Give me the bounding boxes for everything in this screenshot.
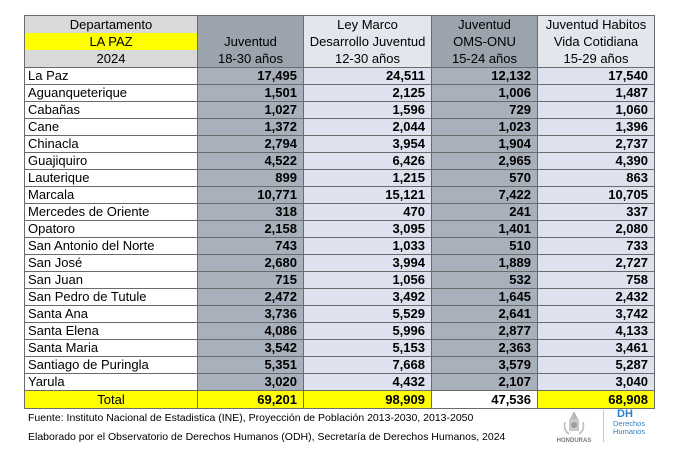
table-row (25, 221, 655, 238)
table-row (25, 153, 655, 170)
total-cell: 68,908 (538, 391, 655, 409)
header-row (25, 16, 655, 68)
table-row (25, 170, 655, 187)
value-cell: 7,668 (304, 357, 432, 374)
value-cell: 3,461 (538, 340, 655, 357)
value-cell: 1,596 (304, 102, 432, 119)
municipality-name: San José (25, 255, 198, 272)
value-cell: 337 (538, 204, 655, 221)
municipality-name: Marcala (25, 187, 198, 204)
value-cell: 1,401 (432, 221, 538, 238)
department-label: Departamento (69, 17, 153, 32)
value-cell: 1,056 (304, 272, 432, 289)
value-cell: 4,432 (304, 374, 432, 391)
table-row (25, 374, 655, 391)
value-cell: 1,027 (198, 102, 304, 119)
value-cell: 5,287 (538, 357, 655, 374)
municipality-name: Opatoro (25, 221, 198, 238)
header-col-habitos (538, 16, 655, 68)
total-label: Total (25, 391, 198, 409)
value-cell: 7,422 (432, 187, 538, 204)
value-cell: 470 (304, 204, 432, 221)
value-cell: 3,095 (304, 221, 432, 238)
table-row (25, 272, 655, 289)
value-cell: 17,495 (198, 68, 304, 85)
value-cell: 5,529 (304, 306, 432, 323)
value-cell: 2,680 (198, 255, 304, 272)
value-cell: 3,954 (304, 136, 432, 153)
header-col-line3: 18-30 años (217, 51, 284, 66)
table-row (25, 323, 655, 340)
value-cell: 3,579 (432, 357, 538, 374)
table-row (25, 119, 655, 136)
value-cell: 715 (198, 272, 304, 289)
header-col-line3: 15-24 años (451, 51, 518, 66)
header-department-cell (25, 16, 198, 68)
municipality-name: Cane (25, 119, 198, 136)
value-cell: 3,994 (304, 255, 432, 272)
table-row (25, 306, 655, 323)
logos (555, 404, 680, 448)
value-cell: 17,540 (538, 68, 655, 85)
municipality-name: Santa Ana (25, 306, 198, 323)
header-col-line1: Juventud Habitos (545, 17, 647, 32)
value-cell: 2,080 (538, 221, 655, 238)
value-cell: 2,044 (304, 119, 432, 136)
value-cell: 2,794 (198, 136, 304, 153)
value-cell: 10,705 (538, 187, 655, 204)
value-cell: 3,736 (198, 306, 304, 323)
derechos-humanos-logo (611, 408, 677, 448)
municipality-name: San Juan (25, 272, 198, 289)
table-row (25, 357, 655, 374)
credit-note: Elaborado por el Observatorio de Derechos Humanos (ODH), Secretaría de Derechos Humanos, 2024 (28, 431, 506, 443)
municipality-name: Lauterique (25, 170, 198, 187)
header-col-line2: Vida Cotidiana (553, 34, 639, 49)
value-cell: 4,390 (538, 153, 655, 170)
value-cell: 2,158 (198, 221, 304, 238)
header-col-line2: Desarrollo Juventud (309, 34, 426, 49)
value-cell: 6,426 (304, 153, 432, 170)
value-cell: 743 (198, 238, 304, 255)
municipality-name: Yarula (25, 374, 198, 391)
table-row (25, 85, 655, 102)
header-col-line2: OMS-ONU (453, 34, 516, 49)
population-table (24, 15, 655, 409)
municipality-name: Santiago de Puringla (25, 357, 198, 374)
table-row (25, 187, 655, 204)
municipality-name: La Paz (25, 68, 198, 85)
value-cell: 4,086 (198, 323, 304, 340)
header-col-line3: 12-30 años (334, 51, 401, 66)
value-cell: 2,363 (432, 340, 538, 357)
table-row (25, 136, 655, 153)
value-cell: 510 (432, 238, 538, 255)
total-cell: 98,909 (304, 391, 432, 409)
header-col-line3: 15-29 años (563, 51, 629, 66)
table-body (25, 68, 655, 391)
value-cell: 1,060 (538, 102, 655, 119)
table-row (25, 102, 655, 119)
value-cell: 2,965 (432, 153, 538, 170)
value-cell: 1,023 (432, 119, 538, 136)
value-cell: 758 (538, 272, 655, 289)
header-year: 2024 (96, 51, 126, 66)
value-cell: 2,877 (432, 323, 538, 340)
value-cell: 2,472 (198, 289, 304, 306)
value-cell: 3,742 (538, 306, 655, 323)
value-cell: 3,020 (198, 374, 304, 391)
value-cell: 1,372 (198, 119, 304, 136)
value-cell: 1,215 (304, 170, 432, 187)
value-cell: 2,107 (432, 374, 538, 391)
value-cell: 3,542 (198, 340, 304, 357)
value-cell: 2,641 (432, 306, 538, 323)
value-cell: 4,522 (198, 153, 304, 170)
header-col-line2: Juventud (224, 34, 277, 49)
source-note: Fuente: Instituto Nacional de Estadistica (INE), Proyección de Población 2013-2030, 2013-2050 (28, 412, 474, 424)
value-cell: 1,006 (432, 85, 538, 102)
municipality-name: Guajiquiro (25, 153, 198, 170)
header-col-juventud (198, 16, 304, 68)
value-cell: 570 (432, 170, 538, 187)
municipality-name: San Pedro de Tutule (25, 289, 198, 306)
total-cell: 47,536 (432, 391, 538, 409)
value-cell: 733 (538, 238, 655, 255)
value-cell: 863 (538, 170, 655, 187)
value-cell: 2,125 (304, 85, 432, 102)
value-cell: 1,889 (432, 255, 538, 272)
value-cell: 5,351 (198, 357, 304, 374)
value-cell: 1,033 (304, 238, 432, 255)
value-cell: 318 (198, 204, 304, 221)
value-cell: 2,432 (538, 289, 655, 306)
table-row (25, 68, 655, 85)
department-name: LA PAZ (25, 33, 197, 50)
table-row (25, 238, 655, 255)
value-cell: 1,904 (432, 136, 538, 153)
dh-line2: Humanos (613, 427, 646, 436)
municipality-name: Aguanqueterique (25, 85, 198, 102)
header-col-oms-onu (432, 16, 538, 68)
total-cell: 69,201 (198, 391, 304, 409)
value-cell: 2,737 (538, 136, 655, 153)
header-col-line1: Ley Marco (337, 17, 398, 32)
value-cell: 532 (432, 272, 538, 289)
value-cell: 24,511 (304, 68, 432, 85)
value-cell: 12,132 (432, 68, 538, 85)
table-row (25, 255, 655, 272)
value-cell: 3,492 (304, 289, 432, 306)
value-cell: 5,153 (304, 340, 432, 357)
value-cell: 10,771 (198, 187, 304, 204)
value-cell: 1,645 (432, 289, 538, 306)
municipality-name: Santa Maria (25, 340, 198, 357)
header-col-line1: Juventud (458, 17, 511, 32)
logo-divider (603, 410, 604, 442)
table-row (25, 204, 655, 221)
municipality-name: Mercedes de Oriente (25, 204, 198, 221)
municipality-name: San Antonio del Norte (25, 238, 198, 255)
table-row (25, 340, 655, 357)
value-cell: 5,996 (304, 323, 432, 340)
value-cell: 899 (198, 170, 304, 187)
dh-line1: Derechos (613, 419, 646, 428)
municipality-name: Santa Elena (25, 323, 198, 340)
dh-text (613, 420, 645, 436)
header-col-line1 (198, 16, 303, 33)
value-cell: 15,121 (304, 187, 432, 204)
value-cell: 4,133 (538, 323, 655, 340)
value-cell: 3,040 (538, 374, 655, 391)
municipality-name: Cabañas (25, 102, 198, 119)
municipality-name: Chinacla (25, 136, 198, 153)
honduras-caption: HONDURAS (556, 438, 592, 444)
table-row (25, 289, 655, 306)
value-cell: 1,501 (198, 85, 304, 102)
value-cell: 241 (432, 204, 538, 221)
honduras-emblem-logo (555, 408, 593, 448)
header-col-ley-marco (304, 16, 432, 68)
dh-mark: DH (617, 408, 633, 420)
value-cell: 2,727 (538, 255, 655, 272)
value-cell: 1,487 (538, 85, 655, 102)
value-cell: 1,396 (538, 119, 655, 136)
value-cell: 729 (432, 102, 538, 119)
